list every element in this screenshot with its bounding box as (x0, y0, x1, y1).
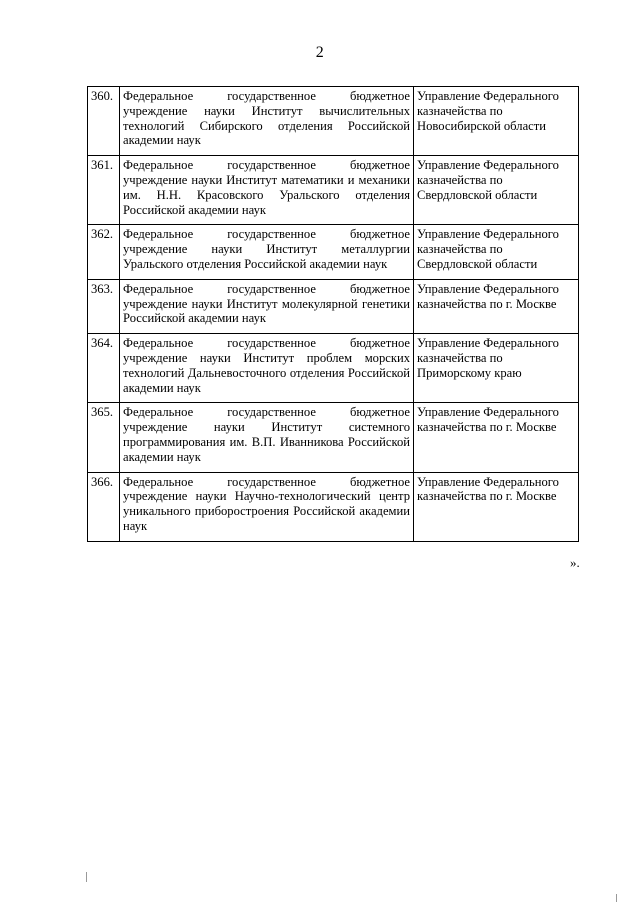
institution-name: Федеральное государственное бюджетное учреждение науки Институт молекулярной генетики Российской академии наук (120, 279, 414, 333)
scan-mark-right (616, 894, 617, 902)
table-row (88, 156, 579, 225)
treasury-agency: Управление Федерального казначейства по Свердловской области (414, 225, 579, 279)
table-row (88, 403, 579, 472)
table-row (88, 87, 579, 156)
treasury-agency: Управление Федерального казначейства по г. Москве (414, 472, 579, 541)
treasury-agency: Управление Федерального казначейства по Свердловской области (414, 156, 579, 225)
registry-table (87, 86, 579, 542)
institution-name: Федеральное государственное бюджетное учреждение науки Институт математики и механики им. Н.Н. Красовского Уральского отделения Российской академии наук (120, 156, 414, 225)
row-number: 362. (88, 225, 120, 279)
row-number: 363. (88, 279, 120, 333)
treasury-agency: Управление Федерального казначейства по г. Москве (414, 403, 579, 472)
treasury-agency: Управление Федерального казначейства по Новосибирской области (414, 87, 579, 156)
closing-quote: ». (570, 555, 580, 570)
row-number: 365. (88, 403, 120, 472)
page-number: 2 (315, 44, 325, 61)
institution-name: Федеральное государственное бюджетное учреждение науки Институт металлургии Уральского отделения Российской академии наук (120, 225, 414, 279)
row-number: 361. (88, 156, 120, 225)
table-row (88, 279, 579, 333)
institution-name: Федеральное государственное бюджетное учреждение науки Институт проблем морских технологий Дальневосточного отделения Российской академии наук (120, 334, 414, 403)
treasury-agency: Управление Федерального казначейства по Приморскому краю (414, 334, 579, 403)
row-number: 364. (88, 334, 120, 403)
institution-name: Федеральное государственное бюджетное учреждение науки Научно-технологический центр уникального приборостроения Российской академии наук (120, 472, 414, 541)
table-row (88, 225, 579, 279)
institution-name: Федеральное государственное бюджетное учреждение науки Институт вычислительных технологий Сибирского отделения Российской академии наук (120, 87, 414, 156)
institution-name: Федеральное государственное бюджетное учреждение науки Институт системного программирования им. В.П. Иванникова Российской академии наук (120, 403, 414, 472)
table-row (88, 334, 579, 403)
table-row (88, 472, 579, 541)
row-number: 366. (88, 472, 120, 541)
row-number: 360. (88, 87, 120, 156)
scan-mark-left (86, 872, 87, 882)
treasury-agency: Управление Федерального казначейства по г. Москве (414, 279, 579, 333)
